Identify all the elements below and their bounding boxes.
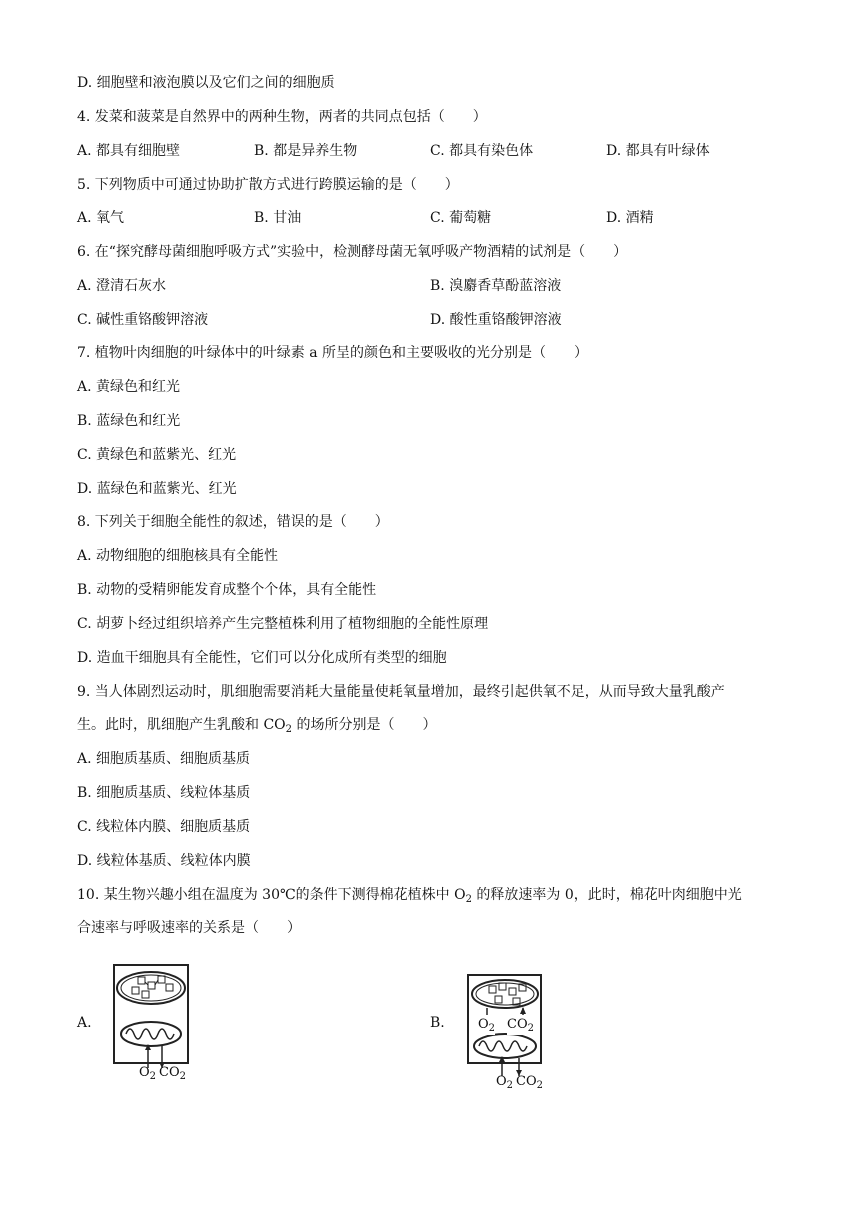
q5-stem: 5. 下列物质中可通过协助扩散方式进行跨膜运输的是（ ）: [77, 177, 459, 193]
q5-option-b: B. 甘油: [254, 210, 302, 226]
co2-label: $CO_2$: [159, 1065, 186, 1082]
co2-label: $CO_2$: [507, 1017, 534, 1034]
q9-option-c: C. 线粒体内膜、细胞质基质: [77, 819, 251, 835]
q5-option-a: A. 氧气: [77, 210, 125, 226]
q4-option-a: A. 都具有细胞壁: [77, 143, 181, 159]
q7-stem: 7. 植物叶肉细胞的叶绿体中的叶绿素 a 所呈的颜色和主要吸收的光分别是（ ）: [77, 345, 589, 361]
q10-stem-line1: 10. 某生物兴趣小组在温度为 30℃的条件下测得棉花植株中 $O_2$ 的释放速率为 0，此时，棉花叶肉细胞中光: [77, 887, 742, 905]
chloroplast-icon: [117, 972, 185, 1004]
q10-option-a-label: A.: [77, 1015, 92, 1031]
q9-option-b: B. 细胞质基质、线粒体基质: [77, 785, 251, 801]
q4-option-c: C. 都具有染色体: [430, 143, 534, 159]
q8-option-c: C. 胡萝卜经过组织培养产生完整植株利用了植物细胞的全能性原理: [77, 616, 489, 632]
q7-option-d: D. 蓝绿色和蓝紫光、红光: [77, 481, 237, 497]
mitochondrion-icon: [474, 1034, 536, 1058]
q6-stem: 6. 在“探究酵母菌细胞呼吸方式”实验中，检测酵母菌无氧呼吸产物酒精的试剂是（ ）: [77, 244, 628, 260]
q8-option-b: B. 动物的受精卵能发育成整个个体，具有全能性: [77, 582, 377, 598]
o2-label: $O_2$: [139, 1065, 157, 1082]
o2-label: $O_2$: [496, 1074, 514, 1091]
q5-option-d: D. 酒精: [606, 210, 654, 226]
q9-option-d: D. 线粒体基质、线粒体内膜: [77, 853, 251, 869]
q4-option-b: B. 都是异养生物: [254, 143, 358, 159]
q10-stem-line2: 合速率与呼吸速率的关系是（ ）: [77, 920, 301, 936]
o2-label: $O_2$: [478, 1017, 496, 1034]
cell-outline: [114, 965, 188, 1063]
q9-option-a: A. 细胞质基质、细胞质基质: [77, 751, 251, 767]
co2-label: $CO_2$: [516, 1074, 543, 1091]
q7-option-b: B. 蓝绿色和红光: [77, 413, 181, 429]
q7-option-a: A. 黄绿色和红光: [77, 379, 181, 395]
q10-option-b-label: B.: [430, 1015, 445, 1031]
mitochondrion-icon: [121, 1022, 181, 1046]
q8-option-a: A. 动物细胞的细胞核具有全能性: [77, 548, 279, 564]
q6-option-c: C. 碱性重铬酸钾溶液: [77, 312, 209, 328]
q7-option-c: C. 黄绿色和蓝紫光、红光: [77, 447, 237, 463]
q6-option-a: A. 澄清石灰水: [77, 278, 167, 294]
q8-stem: 8. 下列关于细胞全能性的叙述，错误的是（ ）: [77, 514, 389, 530]
q6-option-b: B. 溴麝香草酚蓝溶液: [430, 278, 562, 294]
q3-option-d: D. 细胞壁和液泡膜以及它们之间的细胞质: [77, 75, 335, 91]
q9-stem-line1: 9. 当人体剧烈运动时，肌细胞需要消耗大量能量使耗氧量增加，最终引起供氧不足，从而导致大量乳酸产: [77, 684, 725, 700]
q8-option-d: D. 造血干细胞具有全能性，它们可以分化成所有类型的细胞: [77, 650, 447, 666]
q4-option-d: D. 都具有叶绿体: [606, 143, 710, 159]
q5-option-c: C. 葡萄糖: [430, 210, 492, 226]
q9-stem-line2: 生。此时，肌细胞产生乳酸和 $CO_2$ 的场所分别是（ ）: [77, 717, 437, 735]
q4-stem: 4. 发菜和菠菜是自然界中的两种生物，两者的共同点包括（ ）: [77, 109, 487, 125]
q6-option-d: D. 酸性重铬酸钾溶液: [430, 312, 562, 328]
chloroplast-icon: [472, 980, 538, 1008]
